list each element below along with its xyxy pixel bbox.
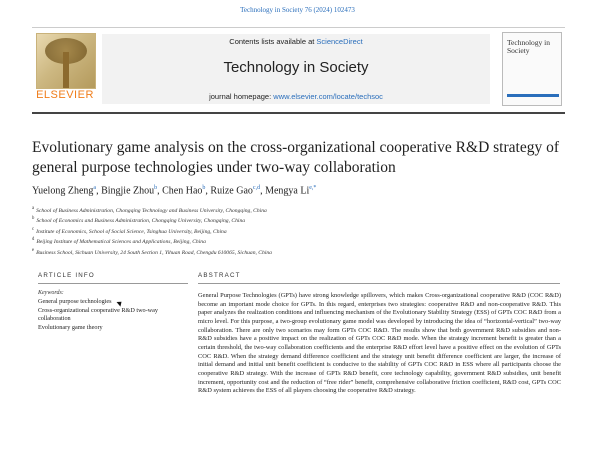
- affiliation-text: School of Economics and Business Administration, Chongqing University, Chongqing, China: [36, 218, 246, 225]
- keyword-item: General purpose technologies: [38, 298, 112, 305]
- journal-title: Technology in Society: [223, 59, 369, 76]
- affiliation-text: Beijing Institute of Mathematical Sciences and Applications, Beijing, China: [36, 239, 206, 246]
- affiliation-item: [32, 226, 562, 236]
- keyword-item: Cross-organizational cooperative R&D two-way collaboration: [38, 306, 158, 322]
- keywords-label: Keywords:: [38, 290, 64, 296]
- keyword-item: Evolutionary game theory: [38, 323, 103, 331]
- cover-accent-bar: [507, 94, 559, 97]
- article-info-heading: ARTICLE INFO: [38, 272, 95, 279]
- author-affiliation-marker[interactable]: e,*: [309, 185, 317, 191]
- homepage-line: [102, 92, 490, 101]
- journal-cover-thumbnail[interactable]: [502, 32, 562, 106]
- cover-title: Technology in Society: [507, 38, 551, 55]
- affiliation-text: Business School, Sichuan University, 24 South Section 1, Yihuan Road, Chengdu 610065, Sichuan, China: [36, 249, 272, 256]
- abstract-heading: ABSTRACT: [198, 272, 241, 279]
- journal-homepage-link[interactable]: www.elsevier.com/locate/techsoc: [273, 92, 383, 101]
- contents-line: [102, 37, 490, 46]
- keywords-list: [38, 298, 188, 332]
- article-title: Evolutionary game analysis on the cross-organizational cooperative R&D strategy of general purpose technologies under two-way collaboration: [32, 139, 559, 176]
- homepage-prefix: journal homepage:: [209, 92, 274, 101]
- affiliation-item: [32, 247, 562, 257]
- author-name[interactable]: Bingjie Zhou: [101, 185, 155, 197]
- affiliation-label: c: [32, 226, 35, 232]
- publisher-name: ELSEVIER: [36, 89, 94, 101]
- contents-prefix: Contents lists available at: [229, 37, 317, 46]
- affiliation-label: a: [32, 206, 35, 211]
- author-affiliation-marker[interactable]: b: [202, 185, 206, 191]
- affiliation-text: School of Business Administration, Chongqing Technology and Business University, Chongqing, China: [36, 207, 267, 214]
- abstract-body: General Purpose Technologies (GPTs) have strong knowledge spillovers, which makes Cross-organizational cooperative R&D (COC R&D) become an important mode choice for GPTs. In this regard, enterprises two strategies: cooperative R&D and non-cooperative R&D. This paper analyzes the realization conditions and influencing mechanism of the Evolutionary Stability Strategy (ESS) of GPTs COC R&D from a micro level. For this purpose, a two-group evolutionary game model was developed by introducing the idea of “horizontal-vertical” two-way collaboration. There are only two scenarios may form GPTs COC R&D. The results show that both government R&D subsidies and non-R&D subsidies have a positive impact on the realization of GPTs COC R&D mode. When the strategy increment benefit is greater than a certain threshold, the two-way collaboration coefficients and the enterprise R&D effort level have a positive effect on the evolution of GPTs COC R&D. When the strategy demand difference coefficient and the strategy unit benefit difference coefficient are larger, the increase of initial demand and initial unit benefit coefficient is conducive to the stability of GPTs COC R&D in ESS where all participants choose the cooperative R&D strategy. With the increase of GPTs R&D benefit, core technology capability, government R&D subsidies, unit benefit increment, opportunity cost and the reduction of “free rider” benefit, comprehensive collaborative friction coefficient, R&D cost, GPTs COC R&D system achieves the ESS of all players choosing the cooperative R&D strategy.: [198, 292, 561, 395]
- author-affiliation-marker[interactable]: b: [154, 185, 158, 191]
- affiliation-list: [32, 205, 562, 257]
- author-list: Yuelong Zheng$^a$, Bingjie Zhou$^b$, Chen Hao$^b$, Ruize Gao$^{c,d}$, Mengya $Li^{e,*}$: [32, 185, 317, 197]
- affiliation-label: b: [32, 216, 35, 222]
- abstract-divider: [198, 283, 560, 284]
- author-name[interactable]: Chen Hao: [162, 185, 203, 197]
- affiliation-label: e: [32, 247, 35, 253]
- elsevier-logo[interactable]: [33, 33, 97, 101]
- affiliation-item: [32, 236, 562, 246]
- sciencedirect-link[interactable]: ScienceDirect: [316, 37, 363, 46]
- affiliation-text: Institute of Economics, School of Social Science, Tsinghua University, Beijing, China: [36, 228, 227, 235]
- author-affiliation-marker[interactable]: a: [93, 185, 97, 191]
- journal-reference-link[interactable]: Technology in Society 76 (2024) 102473: [240, 6, 355, 14]
- author-name[interactable]: Mengya Li: [265, 185, 310, 197]
- elsevier-tree-icon: [36, 33, 96, 89]
- author-affiliation-marker[interactable]: c,d: [252, 185, 261, 191]
- author-name[interactable]: Ruize Gao: [210, 185, 253, 197]
- affiliation-item: [32, 205, 562, 215]
- author-name[interactable]: Yuelong Zheng: [32, 185, 94, 197]
- affiliation-label: d: [32, 237, 35, 243]
- article-info-divider: [38, 283, 188, 284]
- affiliation-item: [32, 215, 562, 225]
